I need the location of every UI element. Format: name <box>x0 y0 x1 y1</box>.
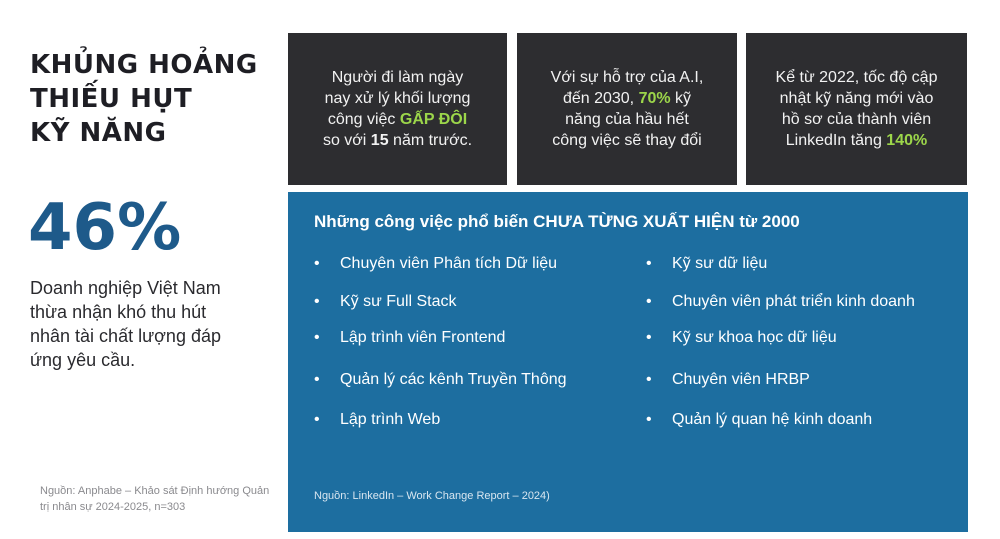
highlight-double: GẤP ĐÔI <box>399 111 468 128</box>
card2-line2: đến 2030, 70% kỹ <box>562 90 692 107</box>
card2-line1: Với sự hỗ trợ của A.I, <box>550 69 704 86</box>
stat-card-workload <box>288 33 507 185</box>
stat-description: Doanh nghiệp Việt Nam thừa nhận khó thu hút nhân tài chất lượng đáp ứng yêu cầu. <box>30 278 221 370</box>
job-item: • Chuyên viên phát triển kinh doanh <box>646 293 915 310</box>
job-item: • Quản lý quan hệ kinh doanh <box>646 411 873 428</box>
card1-line1: Người đi làm ngày <box>331 69 464 86</box>
card3-line3: hồ sơ của thành viên <box>781 111 932 128</box>
job-item: • Chuyên viên Phân tích Dữ liệu <box>314 255 558 272</box>
page-title <box>30 48 258 150</box>
job-item: • Kỹ sư khoa học dữ liệu <box>646 329 837 346</box>
job-item: • Chuyên viên HRBP <box>646 371 810 388</box>
panel-title: Những công việc phổ biến CHƯA TỪNG XUẤT HIỆN từ 2000 <box>314 212 800 231</box>
highlight-140-percent: 140% <box>886 132 928 149</box>
card3-line2: nhật kỹ năng mới vào <box>779 90 934 107</box>
card2-line4: công việc sẽ thay đổi <box>552 132 702 149</box>
title-line-2: THIẾU HỤT <box>30 84 193 114</box>
card3-line1: Kể từ 2022, tốc độ cập <box>775 69 938 86</box>
title-line-3: KỸ NĂNG <box>30 118 167 148</box>
card3-line4: LinkedIn tăng 140% <box>785 132 928 149</box>
source-note-right: Nguồn: LinkedIn – Work Change Report – 2024) <box>314 490 550 502</box>
card1-line3: công việc GẤP ĐÔI <box>327 111 468 128</box>
title-line-1: KHỦNG HOẢNG <box>30 50 258 80</box>
card1-line2: nay xử lý khối lượng <box>324 90 471 107</box>
source-note-left: Nguồn: Anphabe – Khảo sát Định hướng Quản trị nhân sự 2024-2025, n=303 <box>40 485 270 513</box>
stat-card-ai <box>517 33 737 185</box>
stat-card-linkedin <box>746 33 967 185</box>
job-item: • Kỹ sư dữ liệu <box>646 255 768 272</box>
job-item: • Lập trình viên Frontend <box>314 329 506 346</box>
card1-line4: so với 15 năm trước. <box>322 132 473 149</box>
job-item: • Kỹ sư Full Stack <box>314 293 457 310</box>
stat-value: 46% <box>28 191 182 265</box>
highlight-70-percent: 70% <box>638 90 671 107</box>
new-jobs-panel <box>288 192 968 532</box>
job-item: • Quản lý các kênh Truyền Thông <box>314 371 567 388</box>
card2-line3: năng của hầu hết <box>565 111 689 128</box>
highlight-years: 15 <box>370 132 389 149</box>
job-item: • Lập trình Web <box>314 411 441 428</box>
